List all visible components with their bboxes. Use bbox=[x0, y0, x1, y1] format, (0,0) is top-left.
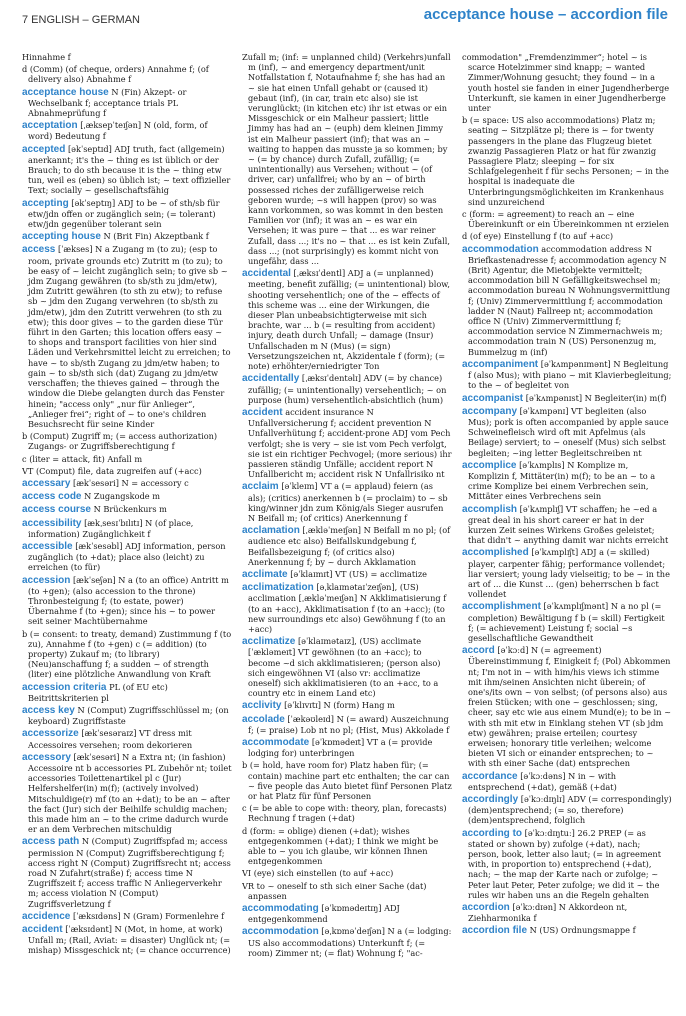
entry-text: N (US) Ordnungsmappe f bbox=[529, 925, 636, 936]
entry-headword: access code bbox=[22, 491, 82, 503]
entry-text: commodation" „Fremdenzimmer“; hotel ~ is scarce Hotelzimmer sind knapp; ~ wanted Zimmer/Wohnung gesucht; they found ~ in a youth hostel sie fanden in einer Jugendherberge Unterkunft, sie kamen in einer Jugendherberge unter bbox=[462, 52, 670, 114]
running-head: acceptance house – accordion file bbox=[423, 6, 668, 23]
entry-text: [əˈklaɪmətaɪz], (US) acclimate [ˈækləmeɪt] VT gewöhnen (to an +acc); to become ~d sich akklimatisieren; (person also) sich eingewöhnen VI (also vr: acclimatize oneself) sich akklimatisieren (to an +acc, to a country etc in einem Land etc) bbox=[248, 636, 441, 699]
entry-headword: accepting bbox=[22, 197, 69, 209]
dictionary-entry bbox=[462, 393, 672, 404]
dictionary-entry bbox=[22, 682, 232, 703]
dictionary-entry bbox=[462, 359, 672, 391]
entry-text: [əˈkɔːdɪən] N Akkordeon nt, Ziehharmonika f bbox=[468, 902, 628, 924]
dictionary-entry bbox=[462, 209, 672, 229]
entry-headword: accession criteria bbox=[22, 681, 107, 693]
dictionary-entry bbox=[462, 925, 672, 936]
entry-headword: accessible bbox=[22, 540, 73, 552]
dictionary-entry bbox=[22, 924, 232, 956]
dictionary-entry bbox=[242, 636, 452, 698]
entry-headword: acceptance house bbox=[22, 86, 109, 98]
entry-headword: accompany bbox=[462, 405, 518, 417]
entry-headword: accommodate bbox=[242, 737, 310, 748]
entry-text: c (form: = agreement) to reach an ~ eine Übereinkunft or ein Übereinkommen nt erzielen bbox=[462, 209, 670, 230]
entry-headword: acclimatize bbox=[242, 636, 296, 648]
dictionary-entry bbox=[22, 911, 232, 922]
entry-headword: accordion bbox=[462, 902, 510, 914]
dictionary-entry bbox=[242, 481, 452, 523]
entry-text: N Brückenkurs m bbox=[93, 504, 167, 515]
entry-headword: accordance bbox=[462, 770, 518, 782]
dictionary-entry bbox=[462, 645, 672, 768]
entry-headword: according to bbox=[462, 827, 523, 839]
entry-headword: accomplish bbox=[462, 503, 518, 515]
dictionary-entry bbox=[242, 903, 452, 924]
entry-text: accident insurance N Unfallversicherung f; accident prevention N Unfallverhütung f; accident-prone ADJ vom Pech verfolgt; she is very ~ sie ist vom Pech verfolgt, sie ist ein richtiger Pechvogel; (more serious) ihr passieren ständig Unfälle; accident report N Unfallbericht m; accident risk N Unfallrisiko nt bbox=[248, 406, 452, 480]
column-1 bbox=[22, 52, 232, 1010]
entry-text: [ˈækses] N a Zugang m (to zu); (esp to room, private grounds etc) Zutritt m (to zu); to be easy of ~ leicht zugänglich sein; to give sb ~ jdm Zugang gewähren (to sb/sth zu jdm/etw), jdm Zutritt gewähren (to sth zu etw); to refuse sb ~ jdm den Zugang verwehren (to sb/sth zu jdm/etw), jdm den Zutritt verwehren (to sth zu etw); this door gives ~ to the garden diese Tür führt in den Garten; this location offers easy ~ to shops and transport facilities von hier sind Läden und Verkehrsmittel leicht zu erreichen; to have ~ to sb/sth Zugang zu jdm/etw haben; to gain ~ to sb/sth sich (dat) Zugang zu jdm/etw verschaffen; the thieves gained ~ through the window die Diebe gelangten durch das Fenster hinein; "access only" „nur für Anlieger“, „Anlieger frei“; right of ~ to one's children Besuchsrecht für seine Kinder bbox=[28, 244, 231, 429]
dictionary-entry bbox=[462, 771, 672, 792]
entry-text: [əˌklaɪmətaɪˈzeɪʃən], (US) acclimation [ˌækləˈmeɪʃən] N Akklimatisierung f (to an +acc), Akklimatisation f (to an +acc); (to new surroundings etc also) Gewöhnung f (to an +acc) bbox=[248, 582, 447, 634]
dictionary-entry bbox=[22, 836, 232, 908]
dictionary-entry bbox=[22, 728, 232, 749]
entry-text: [ækˈsesəri] N a Extra nt; (in fashion) Accessoire nt b accessories PL Zubehör nt; toilet accessories Toilettenartikel pl c (Jur) Helfershelfer(in) m(f); (actively involved) Mitschuldige(r) mf (to an +dat); to be an ~ after the fact (Jur) sich der Beihilfe schuldig machen; this made him an ~ to the crime dadurch wurde er an dem Verbrechen mitschuldig bbox=[28, 751, 232, 835]
entry-text: [ækˌsesɪˈbɪlɪtɪ] N (of place, information) Zugänglichkeit f bbox=[28, 517, 194, 539]
entry-headword: acceptation bbox=[22, 120, 78, 132]
entry-text: [əˈkʌmpənɪ] VT begleiten (also Mus); pork is often accompanied by apple sauce Schweinefleisch wird oft mit Apfelmus (als Beilage) serviert; to ~ oneself (Mus) sich selbst begleiten; ~ing letter Begleitschreiben nt bbox=[468, 405, 669, 458]
entry-headword: access bbox=[22, 244, 56, 256]
entry-headword: accident bbox=[22, 924, 63, 936]
entry-headword: accessorize bbox=[22, 728, 79, 740]
entry-text: N (Comput) Zugriffsschlüssel m; (on keyboard) Zugriffstaste bbox=[28, 704, 229, 727]
dictionary-entry bbox=[242, 52, 452, 266]
entry-text: [ˈæksɪdənt] N (Mot, in home, at work) Unfall m; (Rail, Aviat: = disaster) Unglück nt; (= mishap) Missgeschick nt; (= chance occurrence) bbox=[28, 924, 231, 956]
entry-text: VT (Comput) file, data zugreifen auf (+acc) bbox=[22, 465, 202, 476]
entry-text: [əˈkʌmplɪʃ] VT schaffen; he ~ed a great deal in his short career er hat in der kurzen Zeit seines Wirkens Großes geleistet; that didn't ~ anything damit war nichts erreicht bbox=[468, 503, 669, 546]
entry-headword: accepting house bbox=[22, 231, 101, 243]
entry-text: [əkˈseptɪd] ADJ truth, fact (allgemein) anerkannt; it's the ~ thing es ist üblich or der Brauch; to do sth because it is the ~ thing etw tun, weil es (eben) so üblich ist; ~ text offizieller Text; socially ~ gesellschaftsfähig bbox=[28, 143, 231, 196]
entry-text: [əkˈseptɪŋ] ADJ to be ~ of sth/sb für etw/jdn offen or zugänglich sein; (= tolerant) etw/jdn gegenüber tolerant sein bbox=[28, 197, 220, 230]
entry-headword: accomplishment bbox=[462, 601, 541, 613]
entry-headword: access course bbox=[22, 504, 91, 516]
dictionary-entry bbox=[462, 115, 672, 207]
entry-headword: accepted bbox=[22, 143, 66, 155]
dictionary-entry bbox=[242, 714, 452, 735]
dictionary-entry bbox=[22, 231, 232, 242]
entry-headword: accomplished bbox=[462, 547, 529, 559]
dictionary-entry bbox=[22, 491, 232, 502]
entry-text: [ækˈsesəri] N = accessory c bbox=[73, 477, 189, 488]
entry-headword: accidental bbox=[242, 268, 291, 280]
dictionary-entry bbox=[22, 52, 232, 62]
dictionary-entry bbox=[22, 575, 232, 627]
dictionary-entry bbox=[462, 504, 672, 546]
dictionary-entry bbox=[22, 518, 232, 539]
entry-text: [ˈækəʊleɪd] N (= award) Auszeichnung f; (= praise) Lob nt no pl; (Hist, Mus) Akkolade f bbox=[248, 713, 450, 735]
entry-headword: accommodating bbox=[242, 903, 319, 915]
entry-text: [ˈæksɪdəns] N (Gram) Formenlehre f bbox=[72, 910, 225, 921]
entry-headword: acclamation bbox=[242, 525, 300, 537]
dictionary-entry bbox=[462, 902, 672, 923]
entry-headword: accompanist bbox=[462, 392, 524, 404]
column-2 bbox=[242, 52, 452, 1010]
entry-text: VI (eye) sich einstellen (to auf +acc) bbox=[242, 868, 394, 879]
dictionary-entry bbox=[242, 868, 452, 878]
entry-headword: accessory bbox=[22, 751, 71, 763]
dictionary-entry bbox=[462, 547, 672, 599]
dictionary-entry bbox=[242, 926, 452, 958]
entry-text: c (liter = attack, fit) Anfall m bbox=[22, 453, 143, 464]
entry-text: PL (of EU etc) Beitrittskriterien pl bbox=[28, 681, 168, 703]
dictionary-entry bbox=[462, 244, 672, 357]
entry-headword: accomplice bbox=[462, 459, 517, 471]
entry-headword: accidentally bbox=[242, 373, 300, 385]
entry-text: [əˈkɔːd] N (= agreement) Übereinstimmung f, Einigkeit f; (Pol) Abkommen nt; I'm not in ~ with him/his views ich stimme mit ihm/seinen Ansichten nicht überein; of one's/its own ~ von selbst; (of persons also) aus freien Stücken; with one ~ geschlossen; sing, cheer, say etc wie aus einem Mund(e); to be in ~ with sth mit etw in Einklang stehen VT (sb jdm etw) gewähren; praise erteilen; courtesy erweisen; honorary title verleihen; welcome bieten VI sich or einander entsprechen; to ~ with sth einer Sache (dat) entsprechen bbox=[468, 645, 672, 769]
dictionary-entry bbox=[462, 794, 672, 826]
entry-text: N Zugangskode m bbox=[84, 491, 161, 502]
entry-text: accommodation address N Briefkastenadresse f; accommodation agency N (Brit) Agentur, die Mietobjekte vermittelt; accommodation bill N Gefälligkeitswechsel m; accommodation bureau N Wohnungsvermittlung f; (Univ) Zimmervermittlung f; accommodation ladder N (Naut) Fallreep nt; accommodation office N (Univ) Zimmervermittlung f; accommodation service N Zimmernachweis m; accommodation train N (US) Personenzug m, Bummelzug m (inf) bbox=[468, 243, 671, 357]
entry-headword: access key bbox=[22, 704, 75, 716]
entry-headword: acclimatization bbox=[242, 582, 314, 594]
dictionary-entry bbox=[22, 752, 232, 835]
dictionary-entry bbox=[462, 601, 672, 643]
entry-text: Hinnahme f bbox=[22, 52, 71, 62]
entry-text: [əˈkʌmplɪs] N Komplize m, Komplizin f, Mittäter(in) m(f); to be an ~ to a crime Komplize bei einem Verbrechen sein, Mittäter eines Verbrechens sein bbox=[468, 459, 656, 502]
entry-text: d (form: = oblige) dienen (+dat); wishes entgegenkommen (+dat); I think we might be able to ~ you ich glaube, wir können Ihnen entgegenkommen bbox=[242, 825, 439, 867]
column-3 bbox=[462, 52, 672, 1010]
dictionary-entry bbox=[242, 407, 452, 479]
dictionary-entry bbox=[242, 826, 452, 867]
entry-text: [əˈkʌmplɪʃmənt] N a no pl (= completion) Bewältigung f b (= skill) Fertigkeit f; (= achievement) Leistung f; social ~s gesellschaftliche Gewandtheit bbox=[468, 601, 665, 643]
entry-headword: accolade bbox=[242, 713, 285, 725]
entry-text: [ækˈseʃən] N a (to an office) Antritt m (to +gen); (also accession to the throne) Thronbesteigung f; (to estate, power) Übernahme f (to +gen); since his ~ to power seit seiner Machtübernahme bbox=[28, 574, 229, 627]
entry-text: [əˈkɒmədeɪtɪŋ] ADJ entgegenkommend bbox=[248, 903, 400, 925]
entry-text: VR to ~ oneself to sth sich einer Sache (dat) anpassen bbox=[242, 880, 427, 901]
page-header bbox=[22, 6, 668, 34]
entry-text: d (of eye) Einstellung f (to auf +acc) bbox=[462, 231, 614, 242]
entry-headword: accidence bbox=[22, 910, 71, 922]
entry-text: [ækˈsesəbl] ADJ information, person zugänglich (to +dat); place also (leicht) zu erreichen (to für) bbox=[28, 540, 226, 573]
entry-text: [əˈklaɪmɪt] VT (US) = acclimatize bbox=[290, 568, 427, 579]
dictionary-entry bbox=[462, 52, 672, 113]
entry-headword: accommodation bbox=[462, 243, 539, 255]
entry-headword: accordingly bbox=[462, 794, 519, 806]
dictionary-entry bbox=[242, 525, 452, 567]
entry-headword: accompaniment bbox=[462, 358, 539, 370]
entry-text: [ˌæksɪˈdentəlɪ] ADV (= by chance) zufällig; (= unintentionally) versehentlich; ~ on purpose (hum) versehentlich-absichtlich (hum) bbox=[248, 373, 447, 405]
dictionary-entry bbox=[242, 569, 452, 580]
entry-headword: accessibility bbox=[22, 517, 82, 529]
entry-headword: accident bbox=[242, 406, 283, 418]
entry-headword: acclaim bbox=[242, 481, 279, 493]
entry-text: b (= consent: to treaty, demand) Zustimmung f (to zu), Annahme f (to +gen) c (= addition) (to property) Zukauf m; (to library) (Neu)anschaffung f; a sudden ~ of strength (liter) eine plötzliche Anwandlung von Kraft bbox=[22, 628, 232, 680]
entry-text: [əˈkʌmpənɪmənt] N Begleitung f (also Mus); with piano ~ mit Klavierbegleitung; to the ~ of begleitet von bbox=[468, 358, 672, 391]
entry-headword: accommodation bbox=[242, 926, 319, 938]
dictionary-entry bbox=[22, 87, 232, 119]
entry-text: Zufall m; (inf: = unplanned child) (Verkehrs)unfall m (inf), ~ and emergency department/unit Notfallstation f, Notaufnahme f; she has had an ~ sie hat einen Unfall gehabt or (caused it) gebaut (inf), (in car, train etc also) sie ist verunglückt; (in kitchen etc) ihr ist etwas or ein Missgeschick or ein Malheur passiert; little Jimmy has had an ~ (euph) dem kleinen Jimmy ist ein Malheur passiert (inf); that was an ~ waiting to happen das musste ja so kommen; by ~ (= by chance) durch Zufall, zufällig; (= unintentionally) aus Versehen; without ~ (of driver, car) unfallfrei; who by an ~ of birth possessed riches der zufälligerweise reich geboren wurde; ~s will happen (prov) so was kann vorkommen, so was kommt in den besten Familien vor (inf); it was an ~ es war ein Versehen; it was pure ~ that ... es war reiner Zufall, dass ...; it's no ~ that ... es ist kein Zufall, dass ...; (not surprisingly) es kommt nicht von ungefähr, dass ... bbox=[242, 52, 451, 267]
entry-headword: accordion file bbox=[462, 925, 528, 937]
page-label: 7 ENGLISH – GERMAN bbox=[22, 14, 140, 26]
entry-text: c (= be able to cope with: theory, plan, forecasts) Rechnung f tragen (+dat) bbox=[242, 803, 447, 824]
entry-text: b (= hold, have room for) Platz haben für; (= contain) machine part etc enthalten; the car can ~ five people das Auto bietet fünf Personen Platz or hat Platz für fünf Personen bbox=[242, 760, 452, 802]
entry-text: [ækˈsesəraɪz] VT dress mit Accessoires versehen; room dekorieren bbox=[28, 728, 193, 750]
dictionary-entry bbox=[22, 431, 232, 451]
entry-text: [əˈkʌmplɪʃt] ADJ a (= skilled) player, carpenter fähig; performance vollendet; liar versiert; young lady vielseitig; to be ~ in the art of ... die Kunst ... (gen) beherrschen b fact vollendet bbox=[468, 547, 670, 600]
entry-text: [ˌæksepˈteɪʃən] N (old, form, of word) Bedeutung f bbox=[28, 120, 208, 142]
dictionary-entry bbox=[462, 460, 672, 502]
dictionary-entry bbox=[22, 198, 232, 230]
dictionary-entry bbox=[22, 466, 232, 476]
entry-text: [əˌkɒməˈdeɪʃən] N a (= lodging: US also accommodations) Unterkunft f; (= room) Zimmer nt; (= flat) Wohnung f; "ac- bbox=[248, 926, 452, 958]
dictionary-columns bbox=[22, 52, 672, 1010]
dictionary-entry bbox=[22, 504, 232, 515]
entry-text: [əˈklɪvɪtɪ] N (form) Hang m bbox=[284, 700, 395, 711]
entry-text: [ˌæksɪˈdentl] ADJ a (= unplanned) meeting, benefit zufällig; (= unintentional) blow, shooting versehentlich; one of the ~ effects of this scheme was ... eine der Wirkungen, die dieser Plan unbeabsichtigterweise mit sich brachte, war ... b (= resulting from accident) injury, death durch Unfall; ~ damage (Insur) Unfallschaden m N (Mus) (= sign) Versetzungszeichen nt, Akzidentale f (form); (= note) erhöhter/erniedrigter Ton bbox=[248, 268, 450, 372]
dictionary-entry bbox=[242, 268, 452, 371]
dictionary-entry bbox=[242, 373, 452, 405]
dictionary-entry bbox=[242, 700, 452, 711]
dictionary-entry bbox=[22, 454, 232, 464]
entry-text: [əˈkɔːdəns] N in ~ with entsprechend (+dat), gemäß (+dat) bbox=[468, 770, 617, 792]
dictionary-entry bbox=[242, 803, 452, 823]
dictionary-entry bbox=[22, 64, 232, 84]
entry-text: [əˈkɒmədeɪt] VT a (= provide lodging for) unterbringen bbox=[248, 737, 433, 759]
dictionary-entry bbox=[22, 541, 232, 573]
dictionary-entry bbox=[462, 828, 672, 900]
dictionary-entry bbox=[22, 144, 232, 196]
dictionary-entry bbox=[22, 244, 232, 429]
dictionary-entry bbox=[242, 881, 452, 901]
entry-headword: accessary bbox=[22, 477, 71, 489]
dictionary-entry bbox=[22, 120, 232, 141]
entry-text: N (Comput) Zugriffspfad m; access permission N (Comput) Zugriffsberechtigung f; access right N (Comput) Zugriffsrecht nt; access road N Zufahrt(straße) f; access time N Zugriffszeit f; access traffic N Anliegerverkehr m; access violation N (Comput) Zugriffsverletzung f bbox=[28, 836, 231, 909]
dictionary-entry bbox=[242, 760, 452, 801]
entry-headword: accord bbox=[462, 645, 495, 657]
entry-text: b (= space: US also accommodations) Platz m; seating ~ Sitzplätze pl; there is ~ for twenty passengers in the plane das Flugzeug bietet zwanzig Passagieren Platz or hat für zwanzig Passagiere Platz; sleeping ~ for six Schlafgelegenheit f für sechs Personen; ~ in the hospital is inadequate die Unterbringungsmöglichkeiten im Krankenhaus sind unzureichend bbox=[462, 115, 669, 207]
dictionary-entry bbox=[22, 629, 232, 680]
entry-headword: access path bbox=[22, 836, 80, 848]
entry-text: [əˈkʌmpənɪst] N Begleiter(in) m(f) bbox=[525, 392, 667, 403]
entry-text: N (Fin) Akzept- or Wechselbank f; acceptance trials PL Abnahmeprüfung f bbox=[28, 86, 187, 119]
dictionary-entry bbox=[462, 406, 672, 458]
entry-text: [əˈkɔːdɪŋtuː] 26.2 PREP (= as stated or shown by) zufolge (+dat), nach; person, book, letter also laut; (= in agreement with, in proportion to) entsprechend (+dat), nach; ~ the map der Karte nach or zufolge; ~ Peter laut Peter, Peter zufolge; we did it ~ the rules wir haben uns an die Regeln gehalten bbox=[468, 827, 661, 900]
entry-headword: acclimate bbox=[242, 568, 288, 580]
dictionary-entry bbox=[242, 582, 452, 634]
entry-headword: accession bbox=[22, 574, 71, 586]
entry-text: b (Comput) Zugriff m; (= access authorization) Zugangs- or Zugriffsberechtigung f bbox=[22, 431, 218, 452]
entry-text: [əˈkɔːdɪŋlɪ] ADV (= correspondingly) (dem)entsprechend; (= so, therefore) (dem)entsprechend, folglich bbox=[468, 794, 672, 826]
entry-text: [ˌækləˈmeɪʃən] N Beifall m no pl; (of audience etc also) Beifallskundgebung f, Beifallsbezeigung f; (of critics also) Anerkennung f; by ~ durch Akklamation bbox=[248, 525, 451, 567]
dictionary-entry bbox=[22, 478, 232, 489]
entry-text: N (Brit Fin) Akzeptbank f bbox=[103, 231, 209, 242]
dictionary-entry bbox=[242, 737, 452, 758]
entry-headword: acclivity bbox=[242, 700, 282, 712]
dictionary-entry bbox=[462, 231, 672, 241]
dictionary-entry bbox=[22, 705, 232, 726]
entry-text: d (Comm) (of cheque, orders) Annahme f; (of delivery also) Abnahme f bbox=[22, 64, 209, 85]
entry-text: [əˈkleɪm] VT a (= applaud) feiern (as als); (critics) anerkennen b (= proclaim) to ~ sb king/winner jdn zum König/als Sieger ausrufen N Beifall m; (of critics) Anerkennung f bbox=[248, 481, 448, 523]
